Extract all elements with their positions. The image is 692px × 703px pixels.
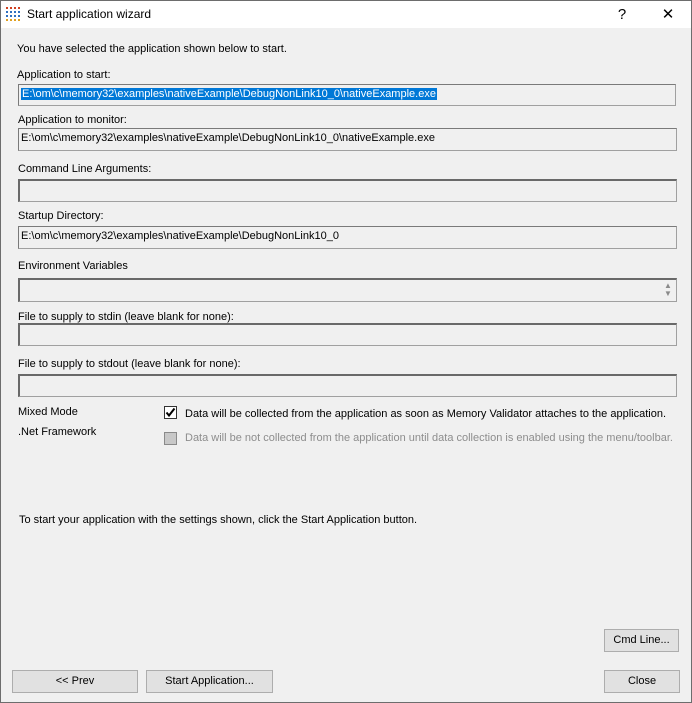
env-vars-field[interactable]	[18, 278, 677, 302]
close-button[interactable]: Close	[604, 670, 680, 693]
env-vars-scroll-arrows-icon[interactable]: ▲ ▼	[664, 281, 672, 298]
mixed-mode-label: Mixed Mode	[18, 406, 78, 418]
stdout-field[interactable]	[18, 374, 677, 397]
stdin-label: File to supply to stdin (leave blank for none):	[18, 311, 234, 323]
collect-now-checkbox[interactable]	[164, 406, 177, 419]
app-to-start-field[interactable]	[18, 84, 676, 106]
app-to-monitor-field[interactable]: E:\om\c\memory32\examples\nativeExample\DebugNonLink10_0\nativeExample.exe	[18, 128, 677, 151]
app-grid-icon	[6, 7, 20, 21]
footer-instruction: To start your application with the settings shown, click the Start Application button.	[19, 514, 418, 526]
cmd-line-button[interactable]: Cmd Line...	[604, 629, 679, 652]
intro-text: You have selected the application shown below to start.	[17, 43, 287, 55]
checkmark-icon	[165, 407, 176, 418]
cmd-args-field[interactable]	[18, 179, 677, 202]
close-window-button[interactable]: ✕	[661, 6, 675, 23]
title-bar	[1, 1, 691, 28]
collect-later-label: Data will be not collected from the application until data collection is enabled using the menu/toolbar.	[185, 432, 673, 444]
window-title: Start application wizard	[27, 7, 152, 21]
stdin-field[interactable]	[18, 323, 677, 346]
start-application-button[interactable]: Start Application...	[146, 670, 273, 693]
app-to-monitor-label: Application to monitor:	[18, 114, 127, 126]
collect-later-checkbox	[164, 432, 177, 445]
env-vars-label: Environment Variables	[18, 260, 128, 272]
app-to-start-label: Application to start:	[17, 69, 111, 81]
collect-now-label[interactable]: Data will be collected from the application as soon as Memory Validator attaches to the application.	[185, 408, 666, 420]
startup-dir-label: Startup Directory:	[18, 210, 104, 222]
app-to-start-value: E:\om\c\memory32\examples\nativeExample\DebugNonLink10_0\nativeExample.exe	[22, 88, 436, 100]
help-button[interactable]: ?	[617, 6, 627, 23]
cmd-args-label: Command Line Arguments:	[18, 163, 152, 175]
net-framework-label: .Net Framework	[18, 426, 97, 438]
prev-button[interactable]: << Prev	[12, 670, 138, 693]
stdout-label: File to supply to stdout (leave blank for none):	[18, 358, 241, 370]
startup-dir-field[interactable]: E:\om\c\memory32\examples\nativeExample\DebugNonLink10_0	[18, 226, 677, 249]
